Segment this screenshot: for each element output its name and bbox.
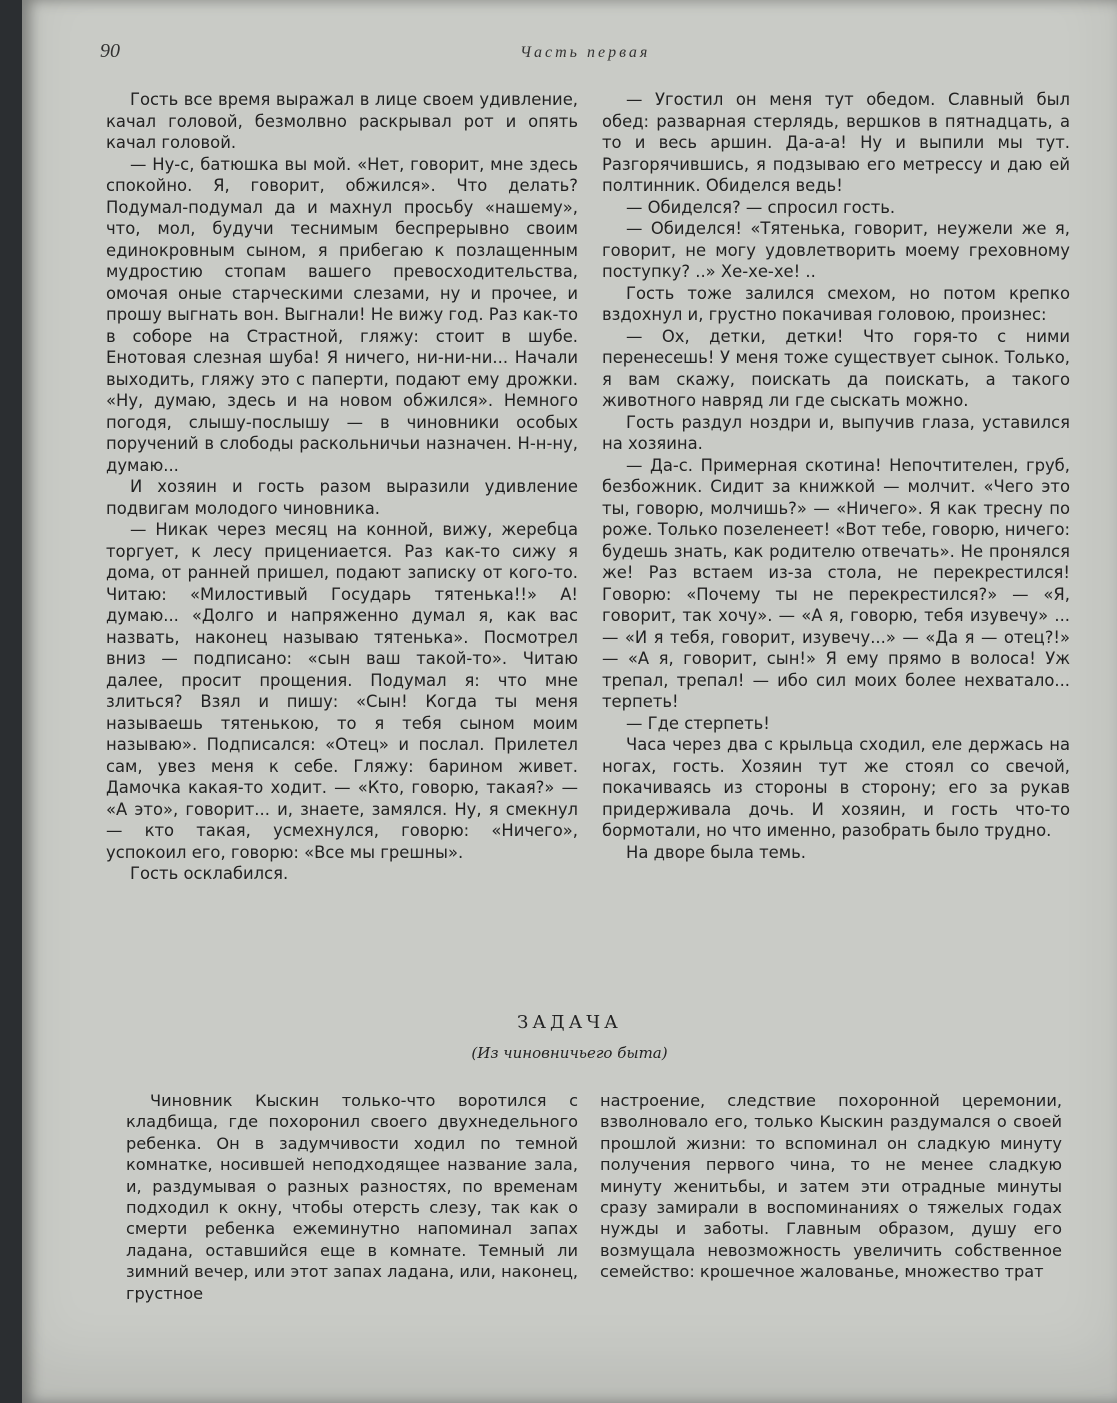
right-column-bottom [600, 1090, 1062, 1283]
running-head: Часть первая [520, 44, 651, 61]
paragraph: — Обиделся? — спросил гость. [626, 197, 896, 217]
paragraph: Гость тоже залился смехом, но потом крепко вздохнул и, грустно покачивая головою, произнес: [602, 283, 1070, 324]
paragraph: И хозяин и гость разом выразили удивление подвигам молодого чиновника. [106, 477, 578, 518]
paragraph: Чиновник Кыскин только-что воротился с кладбища, где похоронил своего двухнедельного ребенка. Он в задумчивости ходил по темной комнатке, носившей неподходящее название зала, и, раздумывая о разных разностях, по временам подходил к окну, чтобы отерсть слезу, так как о смерти ребенка ежеминутно напоминал запах ладана, оставшийся еще в комнате. Темный ли зимний вечер, или этот запах ладана, или, наконец, грустное [126, 1091, 578, 1303]
page-number: 90 [100, 40, 120, 62]
paragraph: Гость раздул ноздри и, выпучив глаза, уставился на хозяина. [602, 412, 1070, 453]
section-subtitle: (Из чиновничьего быта) [471, 1044, 668, 1062]
right-column-top [602, 89, 1070, 863]
paragraph: На дворе была темь. [626, 842, 806, 862]
paragraph: — Никак через месяц на конной, вижу, жеребца торгует, к лесу прицениается. Раз как-то сижу я дома, от ранней пришел, подают записку от кого-то. Читаю: «Милостивый Государь тятенька!!» А! думаю... «Долго и напряженно думал я, как вас назвать, наконец называю тятенька». Посмотрел вниз — подписано: «сын ваш такой-то». Читаю далее, просит прощения. Подумал я: что мне злиться? Взял и пишу: «Сын! Когда ты меня называешь тятенькою, то я тебя сыном моим называю». Подписался: «Отец» и послал. Прилетел сам, увез меня к себе. Гляжу: барином живет. Дамочка какая-то ходит. — «Кто, говорю, такая?» — «А это», говорит... и, знаете, замялся. Ну, я смекнул — кто такая, усмехнулся, говорю: «Ничего», успокоил его, говорю: «Все мы грешны». [106, 520, 578, 862]
paragraph: настроение, следствие похоронной церемонии, взволновало его, только Кыскин раздумался о своей прошлой жизни: то вспоминал он сладкую минуту получения первого чина, то не менее сладкую минуту женитьбы, и затем эти отрадные минуты сразу замирали в воспоминаниях о тяжелых годах нужды и заботы. Главным образом, душу его возмущала невозможность увеличить собственное семейство: крошечное жалованье, множество трат [600, 1091, 1062, 1282]
paragraph: — Где стерпеть! [626, 713, 770, 733]
paragraph: — Ох, детки, детки! Что горя-то с ними перенесешь! У меня тоже существует сынок. Только, я вам скажу, поискать да поискать, а такого животного навряд ли где сыскать можно. [602, 326, 1070, 410]
book-page [22, 0, 1117, 1403]
paragraph: Гость осклабился. [130, 864, 289, 883]
left-column-bottom [126, 1090, 578, 1304]
page-header [100, 40, 1093, 68]
left-column-top [106, 89, 578, 885]
paragraph: — Да-с. Примерная скотина! Непочтителен, груб, безбожник. Сидит за книжкой — молчит. «Чего это ты, говорю, молчишь?» — «Ничего». Я как тресну по роже. Только позеленеет! «Вот тебе, говорю, ничего: будешь знать, как родителю отвечать». Не пронялся же! Раз встаем из-за стола, не перекрестился! Говорю: «Почему ты не перекрестился?» — «Я, говорит, так хочу». — «А я, говорю, тебя изувечу» ... — «И я тебя, говорит, изувечу...» — «Да я — отец?!» — «А я, говорит, сын!» Я ему прямо в волоса! Уж трепал, трепал! — ибо сил моих более нехватало... терпеть! [602, 455, 1070, 711]
paragraph: — Ну-с, батюшка вы мой. «Нет, говорит, мне здесь спокойно. Я, говорит, обжился». Что делать? Подумал-подумал да и махнул просьбу «нашему», что, мол, будучи теснимым беспрерывно своим единокровным сыном, я прибегаю к позлащенным мудростию стопам вашего превосходительства, омочая оные старческими слезами, ну и прочее, и прошу выгнать вон. Выгнали! Не вижу год. Раз как-то в соборе на Страстной, гляжу: стоит в шубе. Енотовая слезная шуба! Я ничего, ни-ни-ни... Начали выходить, гляжу это с паперти, подают ему дрожки. «Ну, думаю, здесь и на новом обжился». Немного погодя, слышу-послышу — в чиновники особых поручений в слободы раскольничьи назначен. Н-н-ну, думаю... [106, 154, 578, 475]
paragraph: Часа через два с крыльца сходил, еле держась на ногах, гость. Хозяин тут же стоял со свечой, покачиваясь из стороны в сторону; его за рукав придерживала дочь. И хозяин, и гость что-то бормотали, но что именно, разобрать было трудно. [602, 735, 1070, 840]
section-title: ЗАДАЧА [517, 1012, 622, 1033]
paragraph: — Угостил он меня тут обедом. Славный был обед: разварная стерлядь, вершков в пятнадцать, а то и весь аршин. Да-а-а! Ну и выпили мы тут. Разгорячившись, я подзываю его метрессу и даю ей полтинник. Обиделся ведь! [602, 90, 1070, 195]
paragraph: Гость все время выражал в лице своем удивление, качал головой, безмолвно раскрывал рот и опять качал головой. [106, 90, 578, 152]
paragraph: — Обиделся! «Тятенька, говорит, неужели же я, говорит, не могу удовлетворить моему греховному поступку? ..» Хе-хе-хе! .. [602, 219, 1070, 281]
